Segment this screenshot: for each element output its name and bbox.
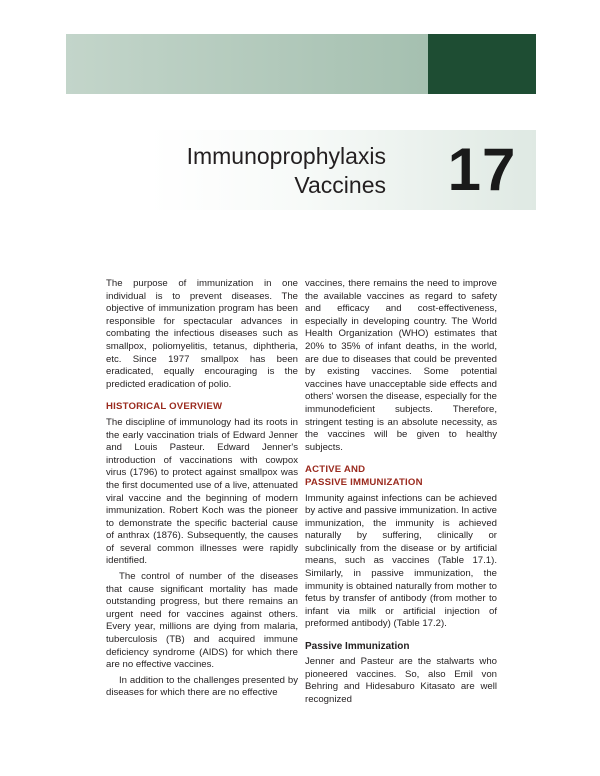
passive-immunization-paragraph: Jenner and Pasteur are the stalwarts who pioneered vaccines. So, also Emil von Behring and Hidesaburo Kitasato are well recognized xyxy=(305,656,497,705)
active-passive-heading-line1: ACTIVE AND xyxy=(305,464,366,476)
historical-paragraph-2: The control of number of the diseases that cause significant mortality has made outstanding progress, but there remains an urgent need for vaccines against others. Every year, millions are dying from malaria, tuberculosis (TB) and acquired immune deficiency syndrome (AIDS) for which there are no effective vaccines. xyxy=(106,571,298,671)
chapter-title-line1: Immunoprophylaxis xyxy=(186,143,386,169)
active-passive-paragraph: Immunity against infections can be achieved by active and passive immunization. In active immunization, the immunity is achieved naturally by suffering, clinically or subclinically from the disease or by artificial means, such as vaccines (Table 17.1). Similarly, in passive immunization, the immunity is obtained naturally from mother to fetus by transfer of antibody (from mother to infant via milk or artificial injection of preformed antibody) (Table 17.2). xyxy=(305,492,497,630)
chapter-number: 17 xyxy=(447,136,517,203)
chapter-title xyxy=(187,142,386,200)
right-column xyxy=(305,278,497,706)
historical-paragraph-3: In addition to the challenges presented by diseases for which there are no effective xyxy=(106,674,298,699)
left-column xyxy=(106,278,298,700)
intro-paragraph: The purpose of immunization in one individual is to prevent diseases. The objective of immunization program has been responsible for spectacular advances in combating the infectious diseases such as smallpox, poliomyelitis, tetanus, diphtheria, etc. Since 1977 smallpox has been eradicated, equally encouraging is the predicted eradication of polio. xyxy=(106,278,298,390)
historical-paragraph-3-continued: vaccines, there remains the need to improve the available vaccines as regard to safety and efficacy and cost-effectiveness, especially in developing country. The World Health Organization (WHO) estimates that 20% to 35% of infant deaths, in the world, are due to diseases that could be prevented by existing vaccines. Some potential vaccines have unacceptable side effects and others' worsen the disease, especially for the immunodeficient subjects. Therefore, stringent testing is an absolute necessity, as the vaccines will be given to healthy subjects. xyxy=(305,278,497,453)
chapter-title-line2: Vaccines xyxy=(294,172,386,198)
active-passive-heading xyxy=(305,464,497,489)
historical-overview-heading: HISTORICAL OVERVIEW xyxy=(106,401,223,413)
active-passive-heading-line2: PASSIVE IMMUNIZATION xyxy=(305,476,423,488)
historical-paragraph-1: The discipline of immunology had its roots in the early vaccination trials of Edward Jenner and Louis Pasteur. Edward Jenner's introduction of vaccinations with cowpox virus (1796) to protect against smallpox was the first documented use of a live, attenuated viral vaccine and the beginning of modern immunization. Robert Koch was the pioneer to demonstrate the specific bacterial cause of anthrax (1876). Subsequently, the causes of several common illnesses were rapidly identified. xyxy=(106,416,298,567)
header-band-light xyxy=(66,34,428,94)
header-band-dark xyxy=(428,34,536,94)
passive-immunization-heading: Passive Immunization xyxy=(305,641,410,653)
